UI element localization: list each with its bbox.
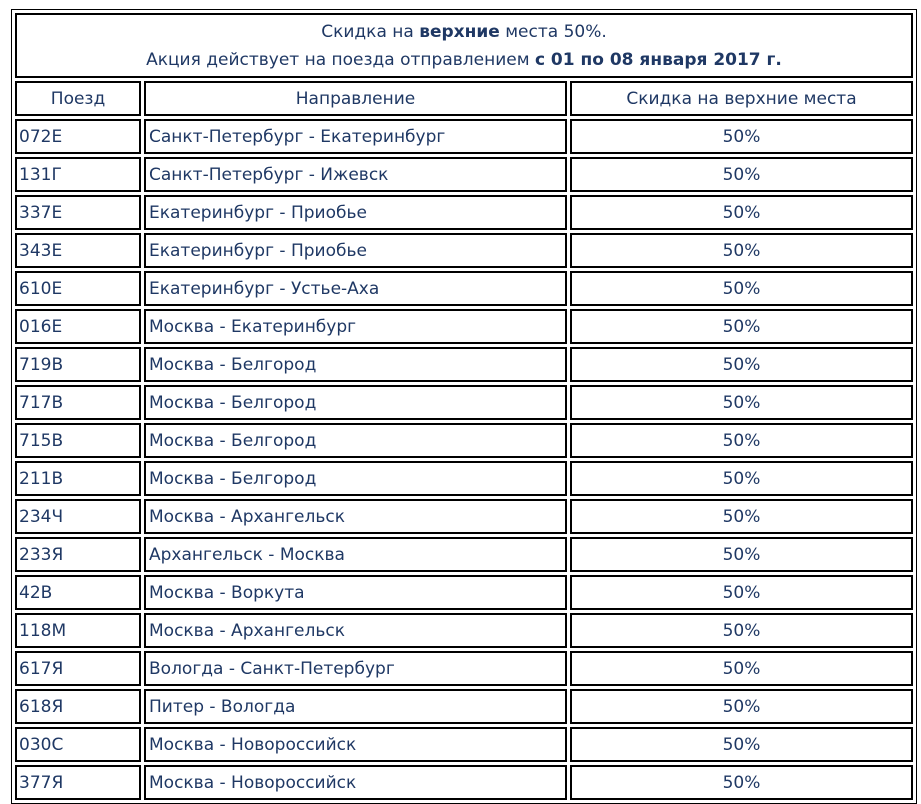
discount-cell: 50% bbox=[570, 461, 913, 496]
train-cell: 343Е bbox=[15, 233, 141, 268]
discount-cell: 50% bbox=[570, 537, 913, 572]
train-cell: 610Е bbox=[15, 271, 141, 306]
direction-cell: Вологда - Санкт-Петербург bbox=[144, 651, 567, 686]
direction-cell: Москва - Архангельск bbox=[144, 613, 567, 648]
train-cell: 618Я bbox=[15, 689, 141, 724]
direction-cell: Москва - Белгород bbox=[144, 347, 567, 382]
discount-table bbox=[11, 9, 917, 804]
table-row bbox=[15, 309, 913, 344]
discount-cell: 50% bbox=[570, 347, 913, 382]
discount-cell: 50% bbox=[570, 195, 913, 230]
discount-cell: 50% bbox=[570, 689, 913, 724]
table-row bbox=[15, 499, 913, 534]
direction-cell: Питер - Вологда bbox=[144, 689, 567, 724]
discount-cell: 50% bbox=[570, 271, 913, 306]
table-row bbox=[15, 195, 913, 230]
title-line-2: Акция действует на поезда отправлением с 01 по 08 января 2017 г. bbox=[146, 49, 782, 70]
direction-cell: Москва - Белгород bbox=[144, 461, 567, 496]
direction-cell: Москва - Новороссийск bbox=[144, 765, 567, 800]
train-cell: 016Е bbox=[15, 309, 141, 344]
column-header-discount: Скидка на верхние места bbox=[570, 81, 913, 116]
train-cell: 42В bbox=[15, 575, 141, 610]
discount-cell: 50% bbox=[570, 613, 913, 648]
table-row bbox=[15, 119, 913, 154]
direction-cell: Москва - Архангельск bbox=[144, 499, 567, 534]
title-line-1: Скидка на верхние места 50%. bbox=[321, 21, 607, 42]
table-row bbox=[15, 689, 913, 724]
discount-cell: 50% bbox=[570, 385, 913, 420]
direction-cell: Москва - Воркута bbox=[144, 575, 567, 610]
direction-cell: Москва - Новороссийск bbox=[144, 727, 567, 762]
discount-table-container bbox=[11, 9, 917, 804]
table-row bbox=[15, 271, 913, 306]
table-title bbox=[15, 13, 913, 78]
table-row bbox=[15, 727, 913, 762]
discount-cell: 50% bbox=[570, 499, 913, 534]
table-row bbox=[15, 347, 913, 382]
train-cell: 617Я bbox=[15, 651, 141, 686]
train-cell: 337Е bbox=[15, 195, 141, 230]
column-headers bbox=[15, 81, 913, 116]
table-row bbox=[15, 423, 913, 458]
table-row bbox=[15, 575, 913, 610]
direction-cell: Москва - Екатеринбург bbox=[144, 309, 567, 344]
train-cell: 715В bbox=[15, 423, 141, 458]
direction-cell: Архангельск - Москва bbox=[144, 537, 567, 572]
train-cell: 717В bbox=[15, 385, 141, 420]
table-row bbox=[15, 385, 913, 420]
column-header-direction: Направление bbox=[144, 81, 567, 116]
direction-cell: Екатеринбург - Приобье bbox=[144, 195, 567, 230]
discount-cell: 50% bbox=[570, 727, 913, 762]
direction-cell: Санкт-Петербург - Екатеринбург bbox=[144, 119, 567, 154]
direction-cell: Москва - Белгород bbox=[144, 423, 567, 458]
table-row bbox=[15, 157, 913, 192]
train-cell: 030С bbox=[15, 727, 141, 762]
direction-cell: Екатеринбург - Приобье bbox=[144, 233, 567, 268]
train-cell: 377Я bbox=[15, 765, 141, 800]
table-row bbox=[15, 233, 913, 268]
discount-cell: 50% bbox=[570, 765, 913, 800]
table-row bbox=[15, 651, 913, 686]
train-cell: 233Я bbox=[15, 537, 141, 572]
discount-cell: 50% bbox=[570, 309, 913, 344]
direction-cell: Екатеринбург - Устье-Аха bbox=[144, 271, 567, 306]
train-cell: 118М bbox=[15, 613, 141, 648]
discount-cell: 50% bbox=[570, 119, 913, 154]
table-row bbox=[15, 765, 913, 800]
table-row bbox=[15, 613, 913, 648]
train-cell: 211В bbox=[15, 461, 141, 496]
discount-cell: 50% bbox=[570, 423, 913, 458]
train-cell: 131Г bbox=[15, 157, 141, 192]
discount-cell: 50% bbox=[570, 575, 913, 610]
direction-cell: Санкт-Петербург - Ижевск bbox=[144, 157, 567, 192]
discount-cell: 50% bbox=[570, 651, 913, 686]
train-cell: 072Е bbox=[15, 119, 141, 154]
train-cell: 719В bbox=[15, 347, 141, 382]
train-cell: 234Ч bbox=[15, 499, 141, 534]
table-row bbox=[15, 461, 913, 496]
column-header-train: Поезд bbox=[15, 81, 141, 116]
discount-cell: 50% bbox=[570, 157, 913, 192]
direction-cell: Москва - Белгород bbox=[144, 385, 567, 420]
discount-cell: 50% bbox=[570, 233, 913, 268]
table-row bbox=[15, 537, 913, 572]
